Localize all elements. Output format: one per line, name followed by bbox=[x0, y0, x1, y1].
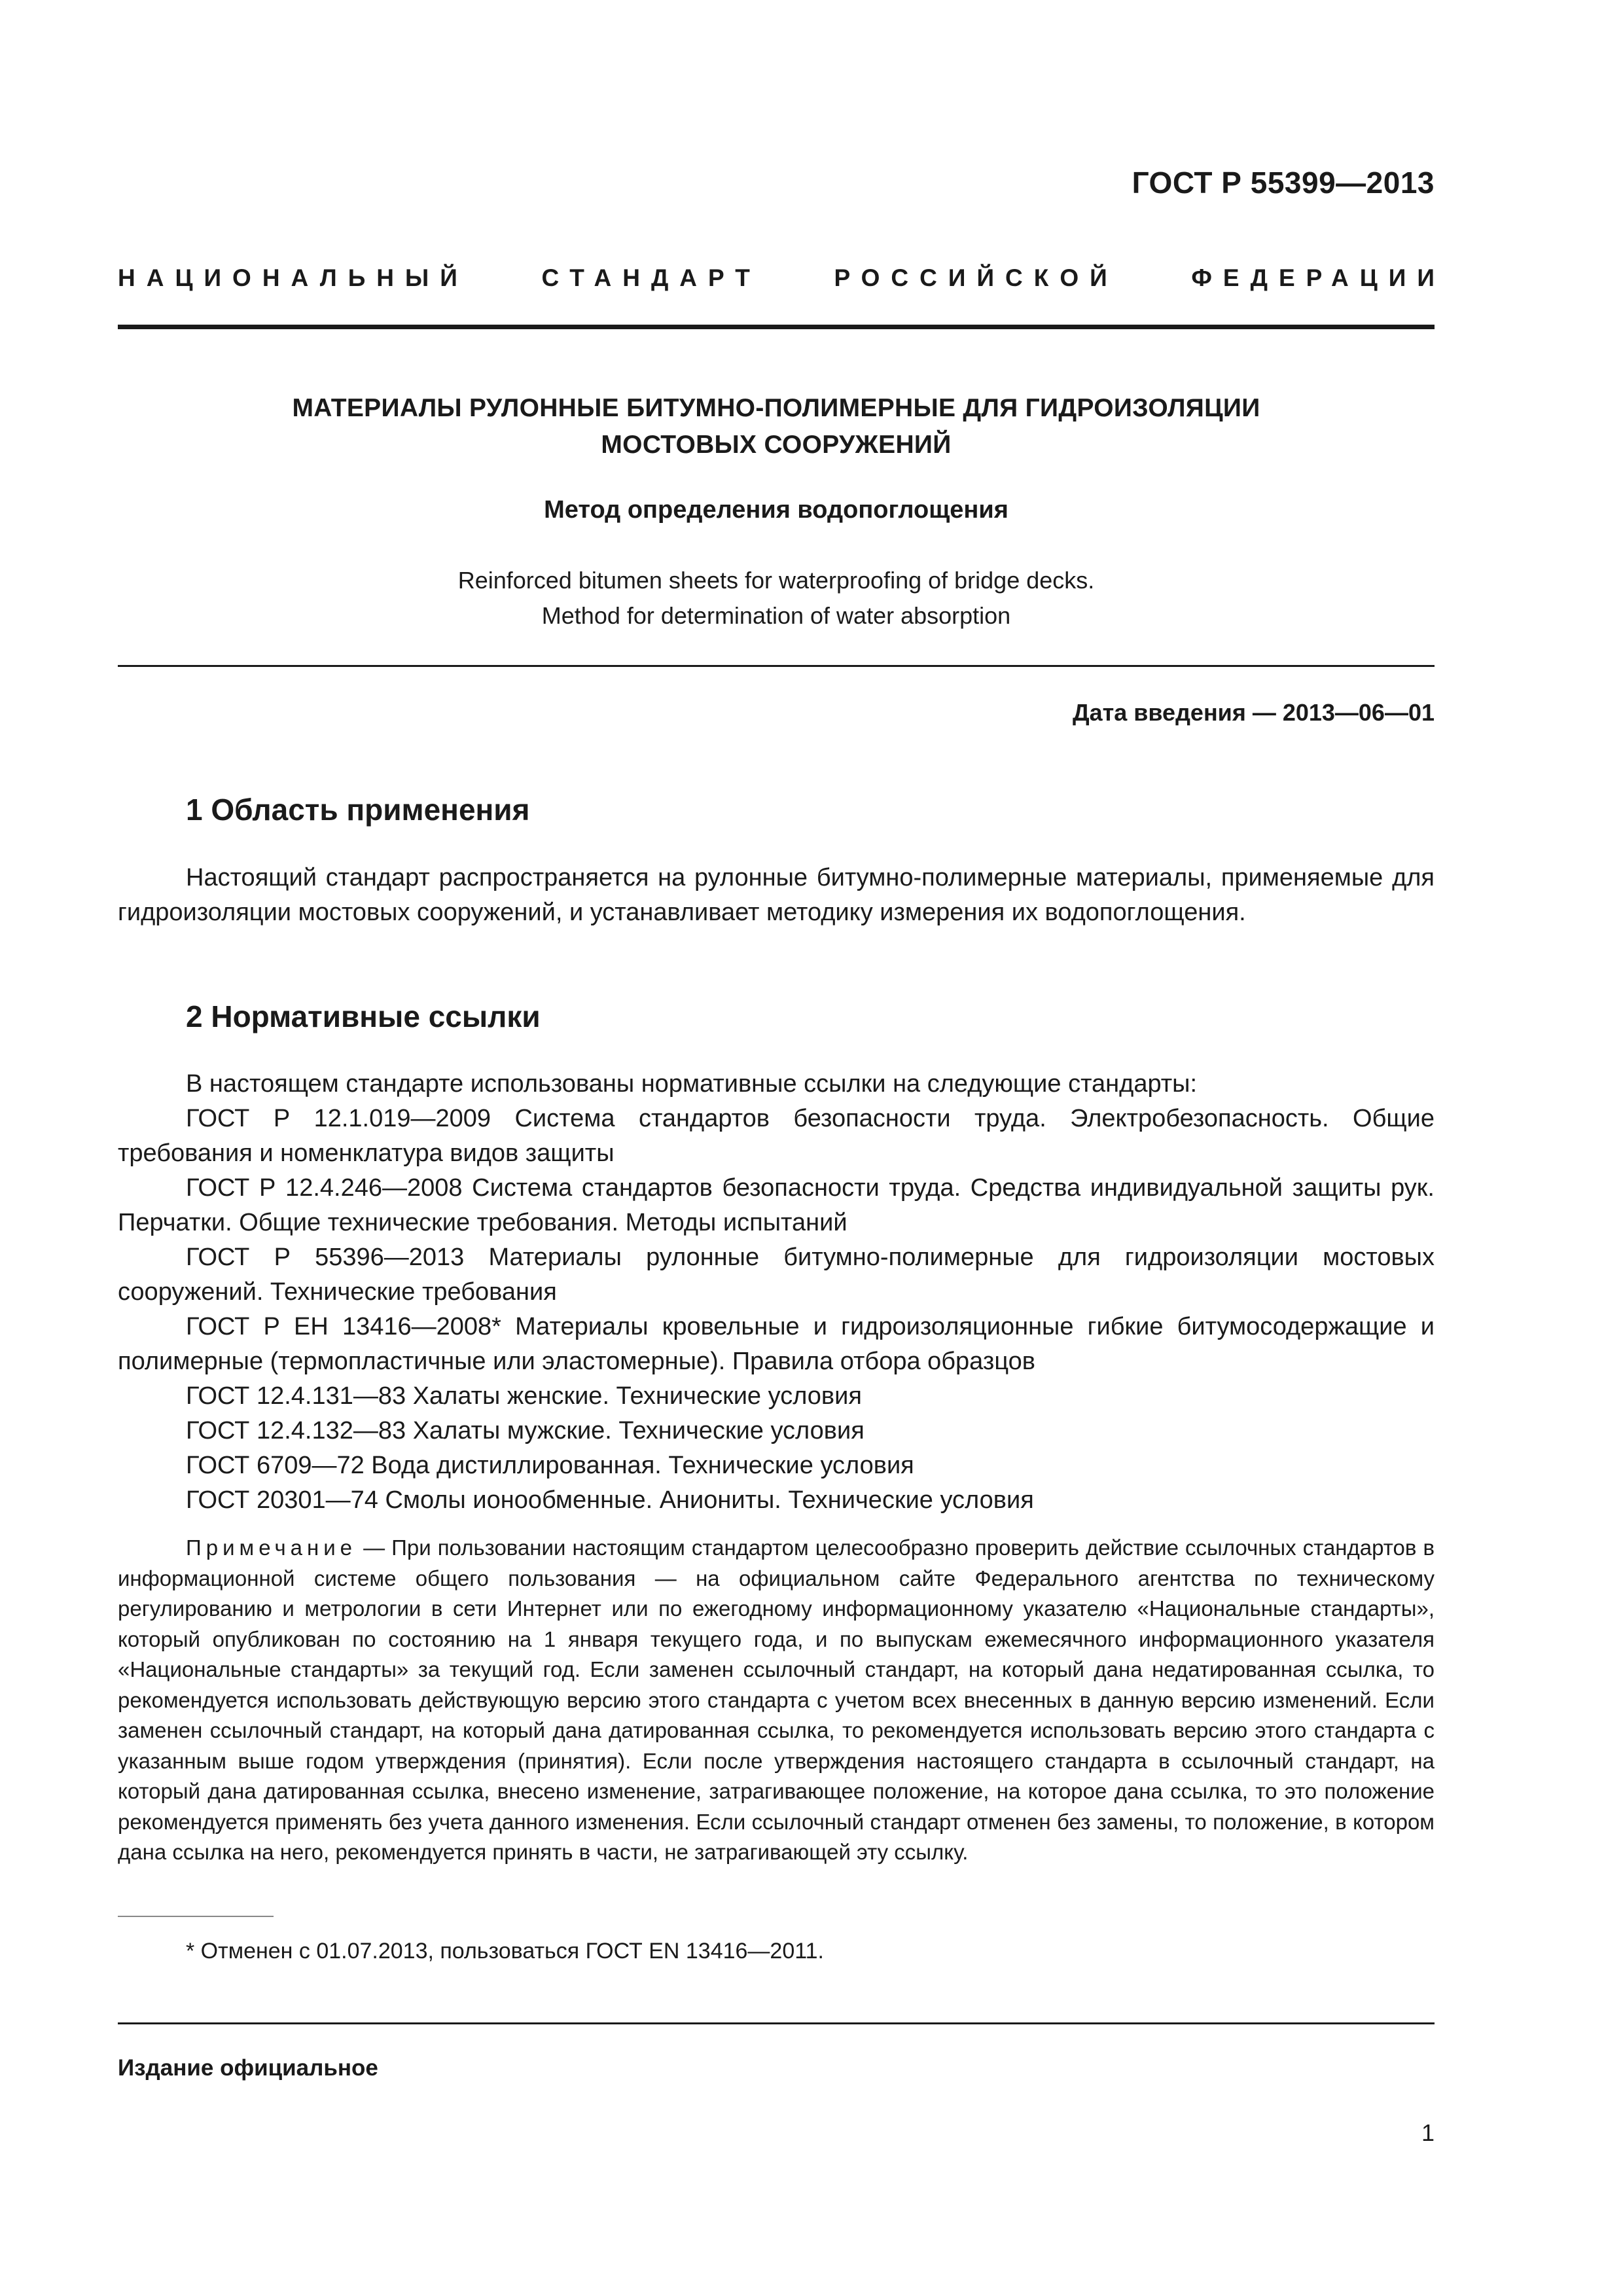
english-title-line: Method for determination of water absorption bbox=[541, 602, 1011, 629]
reference-item: ГОСТ 12.4.131—83 Халаты женские. Технические условия bbox=[186, 1382, 862, 1410]
page-number: 1 bbox=[1421, 2119, 1435, 2146]
section-2-body bbox=[118, 1067, 1435, 1518]
footer-divider bbox=[118, 2022, 1435, 2024]
top-divider bbox=[118, 325, 1435, 329]
english-title-line: Reinforced bitumen sheets for waterproofing of bridge decks. bbox=[457, 567, 1095, 594]
section-1-body bbox=[118, 861, 1435, 930]
note-label: Примечание bbox=[186, 1535, 357, 1560]
reference-item: ГОСТ Р 55396—2013 Материалы рулонные битумно-полимерные для гидроизоляции мостовых сооружений. Технические требования bbox=[118, 1244, 1435, 1306]
document-title bbox=[118, 390, 1435, 463]
section-2-title: 2 Нормативные ссылки bbox=[186, 999, 541, 1033]
reference-item: ГОСТ 6709—72 Вода дистиллированная. Технические условия bbox=[186, 1452, 914, 1479]
note-paragraph bbox=[118, 1533, 1435, 1868]
english-title bbox=[118, 563, 1435, 634]
section-1-paragraph: Настоящий стандарт распространяется на рулонные битумно-полимерные материалы, применяемые для гидроизоляции мостовых сооружений, и устанавливает методику измерения их водопоглощения. bbox=[118, 864, 1435, 926]
heading-word: ФЕДЕРАЦИИ bbox=[1191, 264, 1446, 291]
reference-item: ГОСТ 12.4.132—83 Халаты мужские. Технические условия bbox=[186, 1417, 865, 1444]
reference-item: ГОСТ 20301—74 Смолы ионообменные. Аниониты. Технические условия bbox=[186, 1486, 1034, 1514]
references-intro: В настоящем стандарте использованы нормативные ссылки на следующие стандарты: bbox=[186, 1070, 1198, 1098]
title-line: МОСТОВЫХ СООРУЖЕНИЙ bbox=[601, 431, 952, 459]
reference-item: ГОСТ Р ЕН 13416—2008* Материалы кровельные и гидроизоляционные гибкие битумосодержащие и полимерные (термопластичные или эластомерные). Правила отбора образцов bbox=[118, 1313, 1435, 1375]
heading-word: СТАНДАРТ bbox=[541, 264, 761, 291]
reference-item: ГОСТ Р 12.1.019—2009 Система стандартов безопасности труда. Электробезопасность. Общие требования и номенклатура видов защиты bbox=[118, 1105, 1435, 1167]
reference-item: ГОСТ Р 12.4.246—2008 Система стандартов безопасности труда. Средства индивидуальной защиты рук. Перчатки. Общие технические требования. Методы испытаний bbox=[118, 1174, 1435, 1236]
title-divider bbox=[118, 665, 1435, 667]
footnote-separator bbox=[118, 1916, 274, 1917]
document-code: ГОСТ Р 55399—2013 bbox=[1132, 166, 1435, 200]
note-text: — При пользовании настоящим стандартом целесообразно проверить действие ссылочных стандартов в информационной системе общего пользования — на официальном сайте Федерального агентства по техническому регулированию и метрологии в сети Интернет или по ежегодному информационному указателю «Национальные стандарты», который опубликован по состоянию на 1 января текущего года, и по выпускам ежемесячного информационного указателя «Национальные стандарты» за текущий год. Если заменен ссылочный стандарт, на который дана недатированная ссылка, то рекомендуется использовать действующую версию этого стандарта с учетом всех внесенных в данную версию изменений. Если заменен ссылочный стандарт, на который дана датированная ссылка, то рекомендуется использовать версию этого стандарта с указанным выше годом утверждения (принятия). Если после утверждения настоящего стандарта в ссылочный стандарт, на который дана датированная ссылка, внесено изменение, затрагивающее положение, на которое дана ссылка, то это положение рекомендуется применять без учета данного изменения. Если ссылочный стандарт отменен без замены, то положение, в котором дана ссылка на него, рекомендуется принять в части, не затрагивающей эту ссылку. bbox=[118, 1535, 1435, 1864]
national-standard-heading bbox=[118, 264, 1446, 292]
edition-label: Издание официальное bbox=[118, 2055, 378, 2081]
title-line: МАТЕРИАЛЫ РУЛОННЫЕ БИТУМНО-ПОЛИМЕРНЫЕ ДЛЯ ГИДРОИЗОЛЯЦИИ bbox=[292, 394, 1260, 422]
introduction-date: Дата введения — 2013—06—01 bbox=[1072, 699, 1435, 726]
footnote: * Отменен с 01.07.2013, пользоваться ГОСТ EN 13416—2011. bbox=[186, 1939, 824, 1964]
heading-word: НАЦИОНАЛЬНЫЙ bbox=[118, 264, 469, 291]
section-1-title: 1 Область применения bbox=[186, 793, 530, 827]
document-subtitle: Метод определения водопоглощения bbox=[544, 496, 1008, 524]
heading-word: РОССИЙСКОЙ bbox=[834, 264, 1118, 291]
